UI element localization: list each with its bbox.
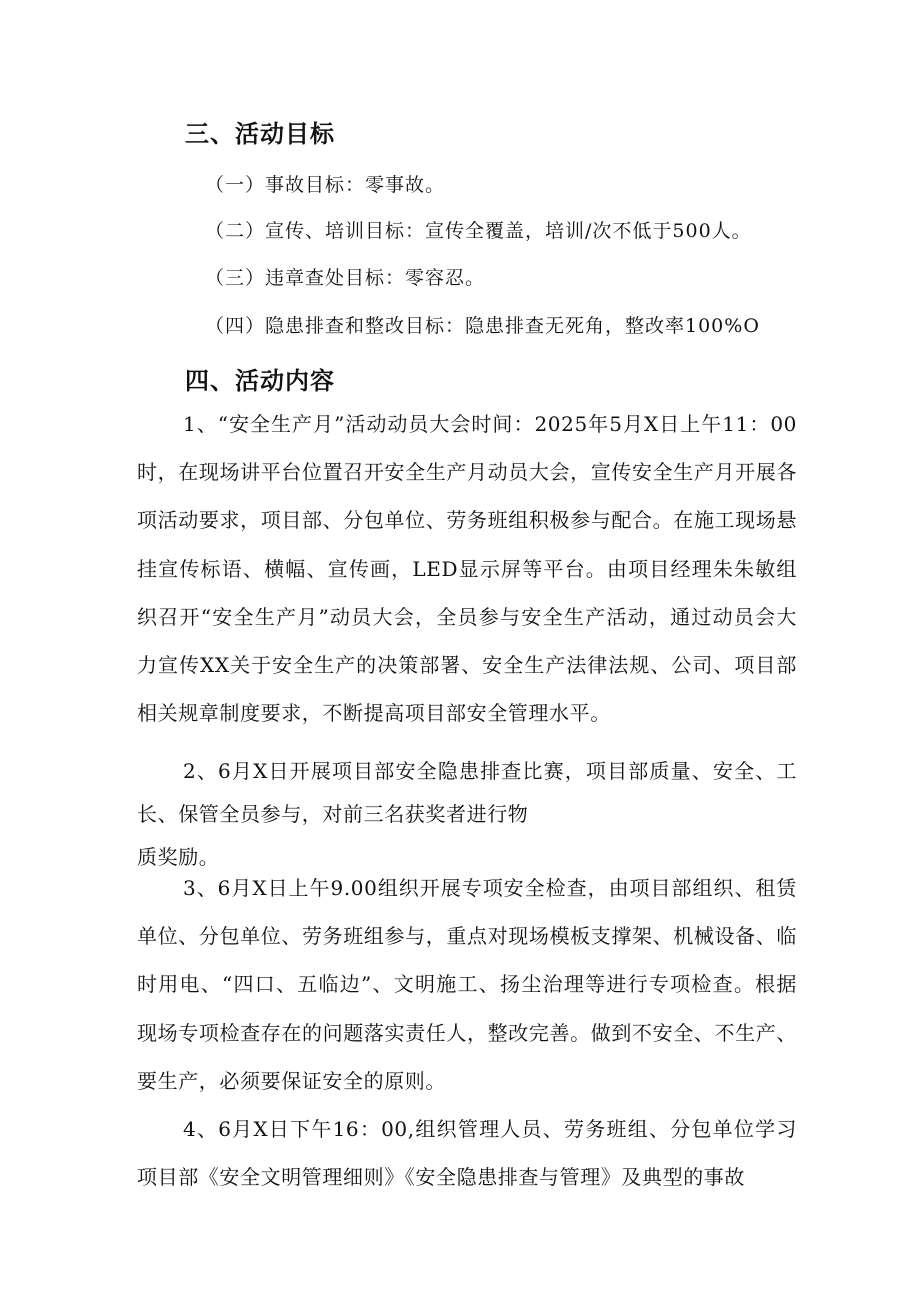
section-3-heading: 三、活动目标 <box>185 120 335 148</box>
content-item-2-text: 2、6月X日开展项目部安全隐患排查比赛，项目部质量、安全、工长、保管全员参与，对前三名获奖者进行物 <box>137 759 797 826</box>
goal-item-4: （四）隐患排查和整改目标：隐患排查无死角，整改率100%O <box>205 315 760 337</box>
section-4-heading: 四、活动内容 <box>185 367 335 395</box>
content-item-4: 4、6月X日下午16：00,组织管理人员、劳务班组、分包单位学习项目部《安全文明管理细则》《安全隐患排查与管理》及典型的事故 <box>137 1117 797 1190</box>
content-item-3: 3、6月X日上午9.00组织开展专项安全检查，由项目部组织、租赁单位、分包单位、劳务班组参与，重点对现场模板支撑架、机械设备、临时用电、“四口、五临边”、文明施工、扬尘治理等进行专项检查。根据现场专项检查存在的问题落实责任人，整改完善。做到不安全、不生产、要生产，必须要保证安全的原则。 <box>137 876 797 1093</box>
goal-item-3: （三）违章查处目标：零容忍。 <box>205 267 486 289</box>
goal-item-2: （二）宣传、培训目标：宣传全覆盖，培训/次不低于500人。 <box>205 220 752 242</box>
content-item-1: 1、“安全生产月”活动动员大会时间：2025年5月X日上午11：00时，在现场讲平台位置召开安全生产月动员大会，宣传安全生产月开展各项活动要求，项目部、分包单位、劳务班组积极参与配合。在施工现场悬挂宣传标语、横幅、宣传画，LED显示屏等平台。由项目经理朱朱敏组织召开“安全生产月”动员大会，全员参与安全生产活动，通过动员会大力宣传XX关于安全生产的决策部署、安全生产法律法规、公司、项目部相关规章制度要求，不断提高项目部安全管理水平。 <box>137 412 797 726</box>
goal-item-1: （一）事故目标：零事故。 <box>205 174 446 196</box>
content-item-2-continuation: 质奖励。 <box>137 845 220 869</box>
content-item-2 <box>137 750 797 879</box>
